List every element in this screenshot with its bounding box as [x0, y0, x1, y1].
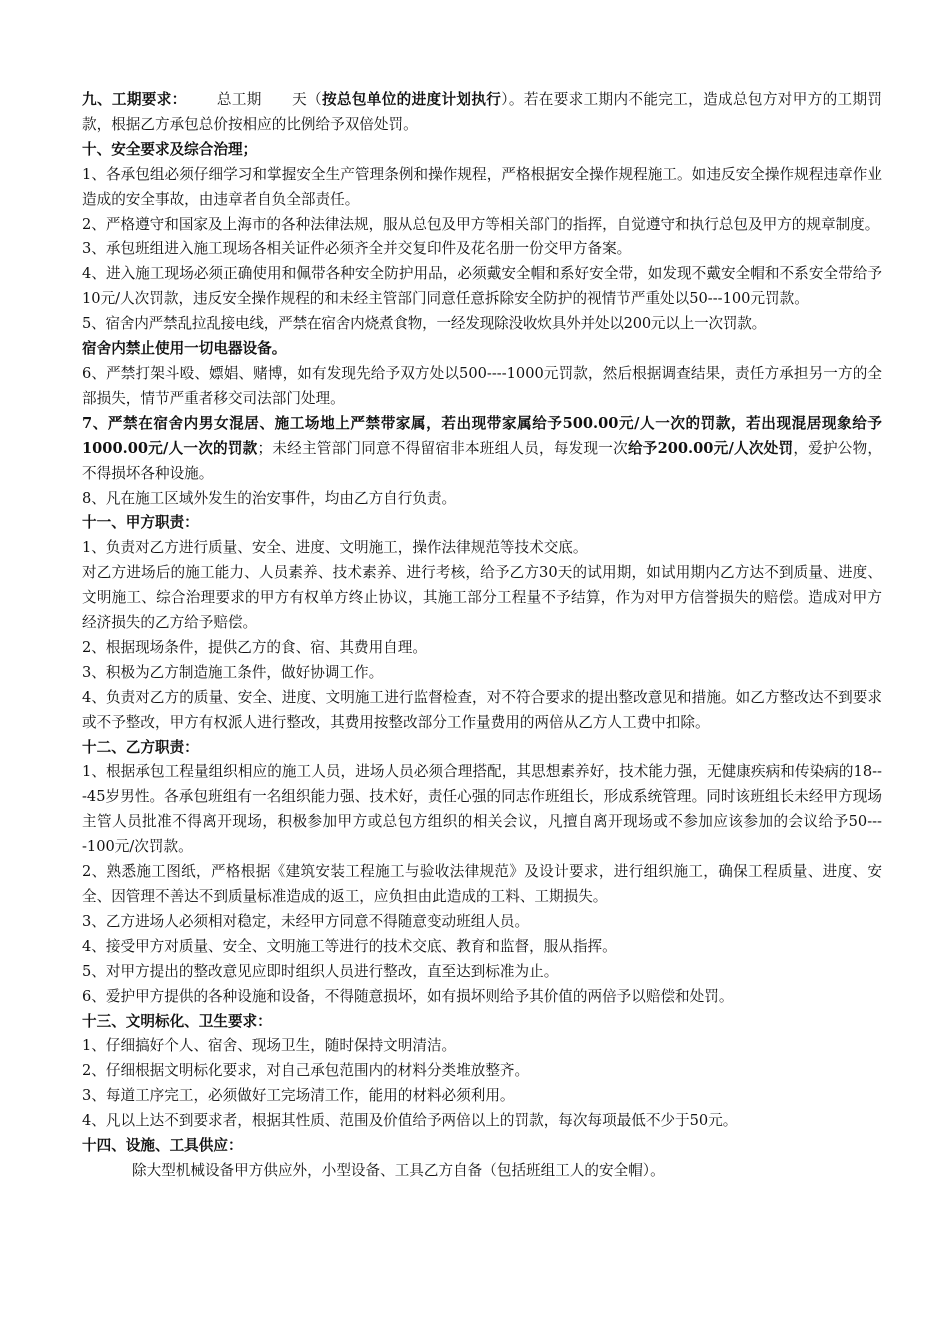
section-12-item-5: 5、对甲方提出的整改意见应即时组织人员进行整改，直至达到标准为止。: [82, 962, 559, 980]
section-9-heading: 九、工期要求：: [82, 91, 187, 108]
section-11-item-1-continued: 对乙方进场后的施工能力、人员素养、技术素养、进行考核，给予乙方30天的试用期，如试用期内乙方达不到质量、进度、文明施工、综合治理要求的甲方有权单方终止协议，其施工部分工程量不予结算，作为对甲方信誉损失的赔偿。造成对甲方经济损失的乙方给予赔偿。: [82, 564, 882, 632]
section-12-item-1: 1、根据承包工程量组织相应的施工人员，进场人员必须合理搭配，其思想素养好，技术能力强，无健康疾病和传染病的18---45岁男性。各承包班组有一名组织能力强、技术好，责任心强的同志作班组长，形成系统管理。同时该班组长未经甲方现场主管人员批准不得离开现场，积极参加甲方或总包方组织的相关会议，凡擅自离开现场或不参加应该参加的会议给予50----100元/次罚款。: [82, 763, 882, 856]
contract-page: [82, 88, 882, 1184]
section-9-bold: 按总包单位的进度计划执行: [321, 91, 502, 108]
section-10-item-3: 3、承包班组进入施工现场各相关证件必须齐全并交复印件及花名册一份交甲方备案。: [82, 240, 632, 258]
section-13-item-1: 1、仔细搞好个人、宿舍、现场卫生，随时保持文明清洁。: [82, 1037, 457, 1055]
section-10-item-4: 4、进入施工现场必须正确使用和佩带各种安全防护用品，必须戴安全帽和系好安全带，如发现不戴安全帽和不系安全带给予10元/人次罚款，违反安全操作规程的和未经主管部门同意任意拆除安全防护的视情节严重处以50---100元罚款。: [82, 265, 882, 308]
section-12-item-2: 2、熟悉施工图纸，严格根据《建筑安装工程施工与验收法律规范》及设计要求，进行组织施工，确保工程质量、进度、安全、因管理不善达不到质量标准造成的返工，应负担由此造成的工料、工期损失。: [82, 863, 882, 905]
section-13-item-4: 4、凡以上达不到要求者，根据其性质、范围及价值给予两倍以上的罚款，每次每项最低不少于50元。: [82, 1112, 738, 1130]
section-9-paragraph: [82, 88, 882, 138]
section-11-item-2: 2、根据现场条件，提供乙方的食、宿、其费用自理。: [82, 638, 427, 656]
section-9-text-c: ）。若在要求工期内不能完工，造成总包方对甲方的工期罚款，根据乙方承包总价按相应的比例给予双倍处罚。: [82, 91, 882, 133]
section-10-item-1: 1、各承包组必须仔细学习和掌握安全生产管理条例和操作规程，严格根据安全操作规程施工。如违反安全操作规程违章作业造成的安全事故，由违章者自负全部责任。: [82, 165, 882, 208]
section-10-item-5-bold: 宿舍内禁止使用一切电器设备。: [82, 340, 287, 358]
section-11-heading: 十一、甲方职责：: [82, 514, 199, 532]
section-10-item-8: 8、凡在施工区域外发生的治安事件，均由乙方自行负责。: [82, 489, 457, 507]
section-12-item-3: 3、乙方进场人必须相对稳定，未经甲方同意不得随意变动班组人员。: [82, 912, 530, 930]
section-10-item-6: 6、严禁打架斗殴、嫖娼、赌博，如有发现先给予双方处以500----1000元罚款，然后根据调查结果，责任方承担另一方的全部损失，情节严重者移交司法部门处理。: [82, 364, 882, 407]
section-10-item-7-bold-a: 7、严禁在宿舍内男女混居、施工场地上严禁带家属，若出现带家属给予500.00元/人一次的罚款，若出现混居现象给予1000.00元/人一次的罚款: [82, 414, 882, 457]
section-14-item-1: 除大型机械设备甲方供应外，小型设备、工具乙方自备（包括班组工人的安全帽）。: [132, 1161, 665, 1179]
section-12-heading: 十二、乙方职责：: [82, 738, 199, 756]
section-11-item-4: 4、负责对乙方的质量、安全、进度、文明施工进行监督检查，对不符合要求的提出整改意见和措施。如乙方整改达不到要求或不予整改，甲方有权派人进行整改，其费用按整改部分工作量费用的两倍从乙方人工费中扣除。: [82, 688, 882, 731]
section-14-heading: 十四、设施、工具供应：: [82, 1137, 243, 1155]
section-10-item-7-bold-c: 给予200.00元/人次处罚: [627, 439, 794, 457]
section-13-item-3: 3、每道工序完工，必须做好工完场清工作，能用的材料必须利用。: [82, 1087, 515, 1105]
section-12-item-6: 6、爱护甲方提供的各种设施和设备，不得随意损坏，如有损坏则给予其价值的两倍予以赔偿和处罚。: [82, 987, 734, 1005]
section-9-text-a: 总工期: [216, 91, 262, 108]
section-10-heading: 十、安全要求及综合治理；: [82, 140, 258, 158]
section-10-item-7-text-d: ，爱护公物，不得损坏各种设施。: [82, 439, 882, 482]
section-13-heading: 十三、文明标化、卫生要求：: [82, 1012, 272, 1030]
section-10-item-7: [82, 412, 882, 487]
section-11-item-3: 3、积极为乙方制造施工条件，做好协调工作。: [82, 663, 384, 681]
section-10-item-2: 2、严格遵守和国家及上海市的各种法律法规，服从总包及甲方等相关部门的指挥，自觉遵守和执行总包及甲方的规章制度。: [82, 215, 880, 233]
section-13-item-2: 2、仔细根据文明标化要求，对自己承包范围内的材料分类堆放整齐。: [82, 1062, 530, 1080]
section-10-item-7-text-b: ；未经主管部门同意不得留宿非本班组人员，每发现一次: [257, 439, 628, 457]
section-9-text-b: 天（: [291, 91, 322, 108]
section-12-item-4: 4、接受甲方对质量、安全、文明施工等进行的技术交底、教育和监督，服从指挥。: [82, 937, 617, 955]
section-10-item-5: 5、宿舍内严禁乱拉乱接电线，严禁在宿舍内烧煮食物，一经发现除没收炊具外并处以200元以上一次罚款。: [82, 315, 767, 333]
section-11-item-1: 1、负责对乙方进行质量、安全、进度、文明施工，操作法律规范等技术交底。: [82, 539, 588, 557]
